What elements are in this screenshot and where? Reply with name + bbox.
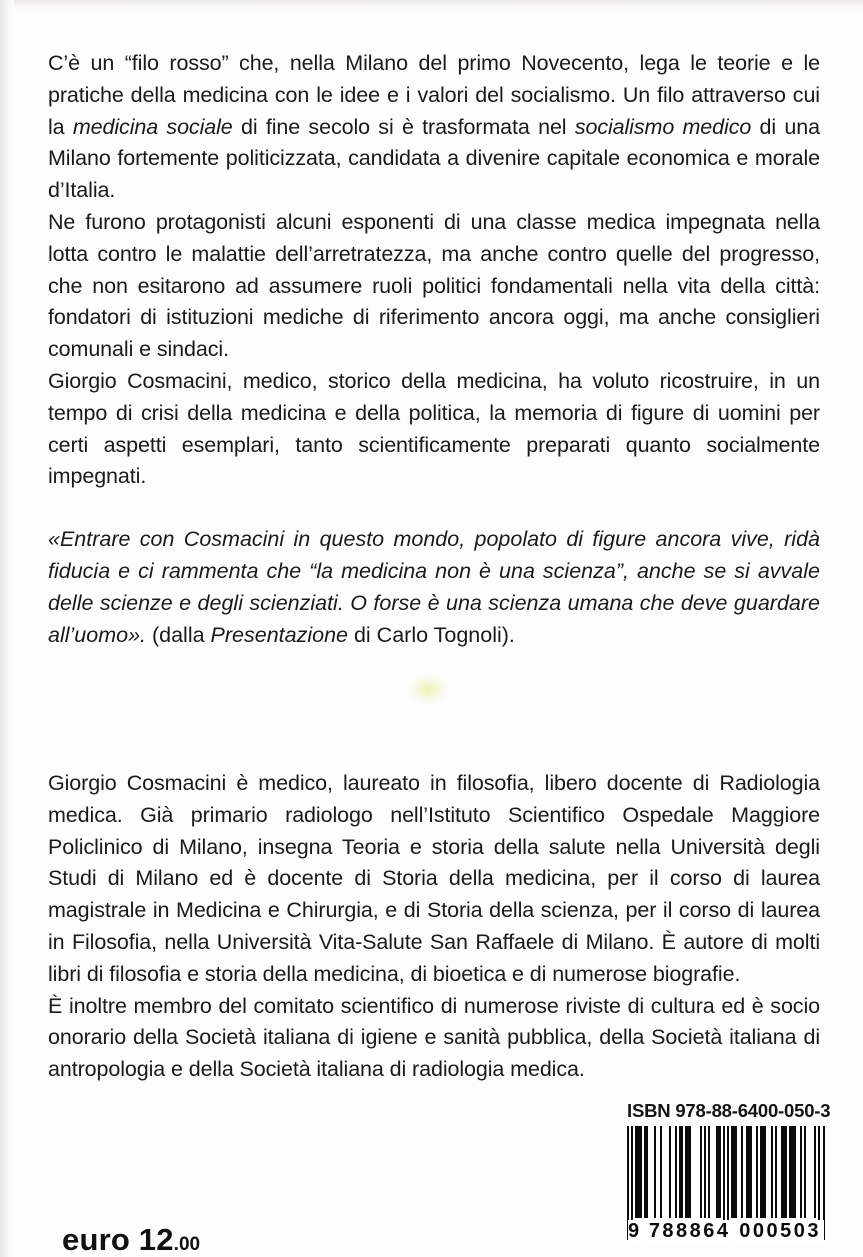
isbn-label: ISBN 978-88-6400-050-3 (627, 1100, 831, 1121)
scan-edge-shadow-left (0, 0, 14, 1257)
barcode-digits-left: 788864 (646, 1220, 734, 1242)
price-block (62, 1222, 200, 1257)
ean13-barcode (627, 1126, 825, 1240)
blurb-paragraph-1: C’è un “filo rosso” che, nella Milano del primo Novecento, lega le teorie e le pratiche della medicina con le idee e i valori del socialismo. Un filo attraverso cui la medicina sociale di fine secolo si è trasformata nel socialismo medico di una Milano fortemente politicizzata, candidata a divenire capitale economica e morale d’Italia. (48, 51, 820, 203)
blurb-section (48, 48, 820, 651)
barcode-digit-leading: 9 (628, 1220, 643, 1242)
paper-smudge-mark (405, 672, 451, 706)
blurb-paragraph-2: Ne furono protagonisti alcuni esponenti di una classe medica impegnata nella lotta contro le malattie dell’arretratezza, ma anche contro quelle del progresso, che non esitarono ad assumere ruoli politici fondamentali nella vita della città: fondatori di istituzioni mediche di riferimento ancora oggi, ma anche consiglieri comunali e sindaci. (48, 209, 820, 362)
isbn-barcode-block (627, 1100, 831, 1242)
price-amount: euro 12 (62, 1222, 174, 1257)
author-bio-paragraph-2: È inoltre membro del comitato scientifico di numerose riviste di cultura ed è socio onorario della Società italiana di igiene e sanità pubblica, della Società italiana di antropologia e della Società italiana di radiologia medica. (48, 993, 820, 1082)
blurb-paragraph-3: Giorgio Cosmacini, medico, storico della medicina, ha voluto ricostruire, in un tempo di crisi della medicina e della politica, la memoria di figure di uomini per certi aspetti esemplari, tanto scientificamente preparati quanto socialmente impegnati. (48, 368, 820, 489)
scan-edge-shadow-top (0, 0, 863, 10)
barcode-digits-right: 000503 (736, 1220, 824, 1242)
barcode-digits (627, 1220, 825, 1242)
blurb-pull-quote: «Entrare con Cosmacini in questo mondo, popolato di figure ancora vive, ridà fiducia e ci rammenta che “la medicina non è una scienza”, anche se si avvale delle scienze e degli scienziati. O forse è una scienza umana che deve guardare all’uomo». (dalla Presentazione di Carlo Tognoli). (48, 527, 820, 647)
author-bio-paragraph-1: Giorgio Cosmacini è medico, laureato in filosofia, libero docente di Radiologia medica. Già primario radiologo nell’Istituto Scientifico Ospedale Maggiore Policlinico di Milano, insegna Teoria e storia della salute nella Università degli Studi di Milano ed è docente di Storia della medicina, per il corso di laurea magistrale in Medicina e Chirurgia, e di Storia della scienza, per il corso di laurea in Filosofia, nella Università Vita-Salute San Raffaele di Milano. È autore di molti libri di filosofia e storia della medicina, di bioetica e di numerose biografie. (48, 771, 820, 986)
author-bio-section (48, 768, 820, 1086)
price-cents: .00 (173, 1234, 201, 1255)
